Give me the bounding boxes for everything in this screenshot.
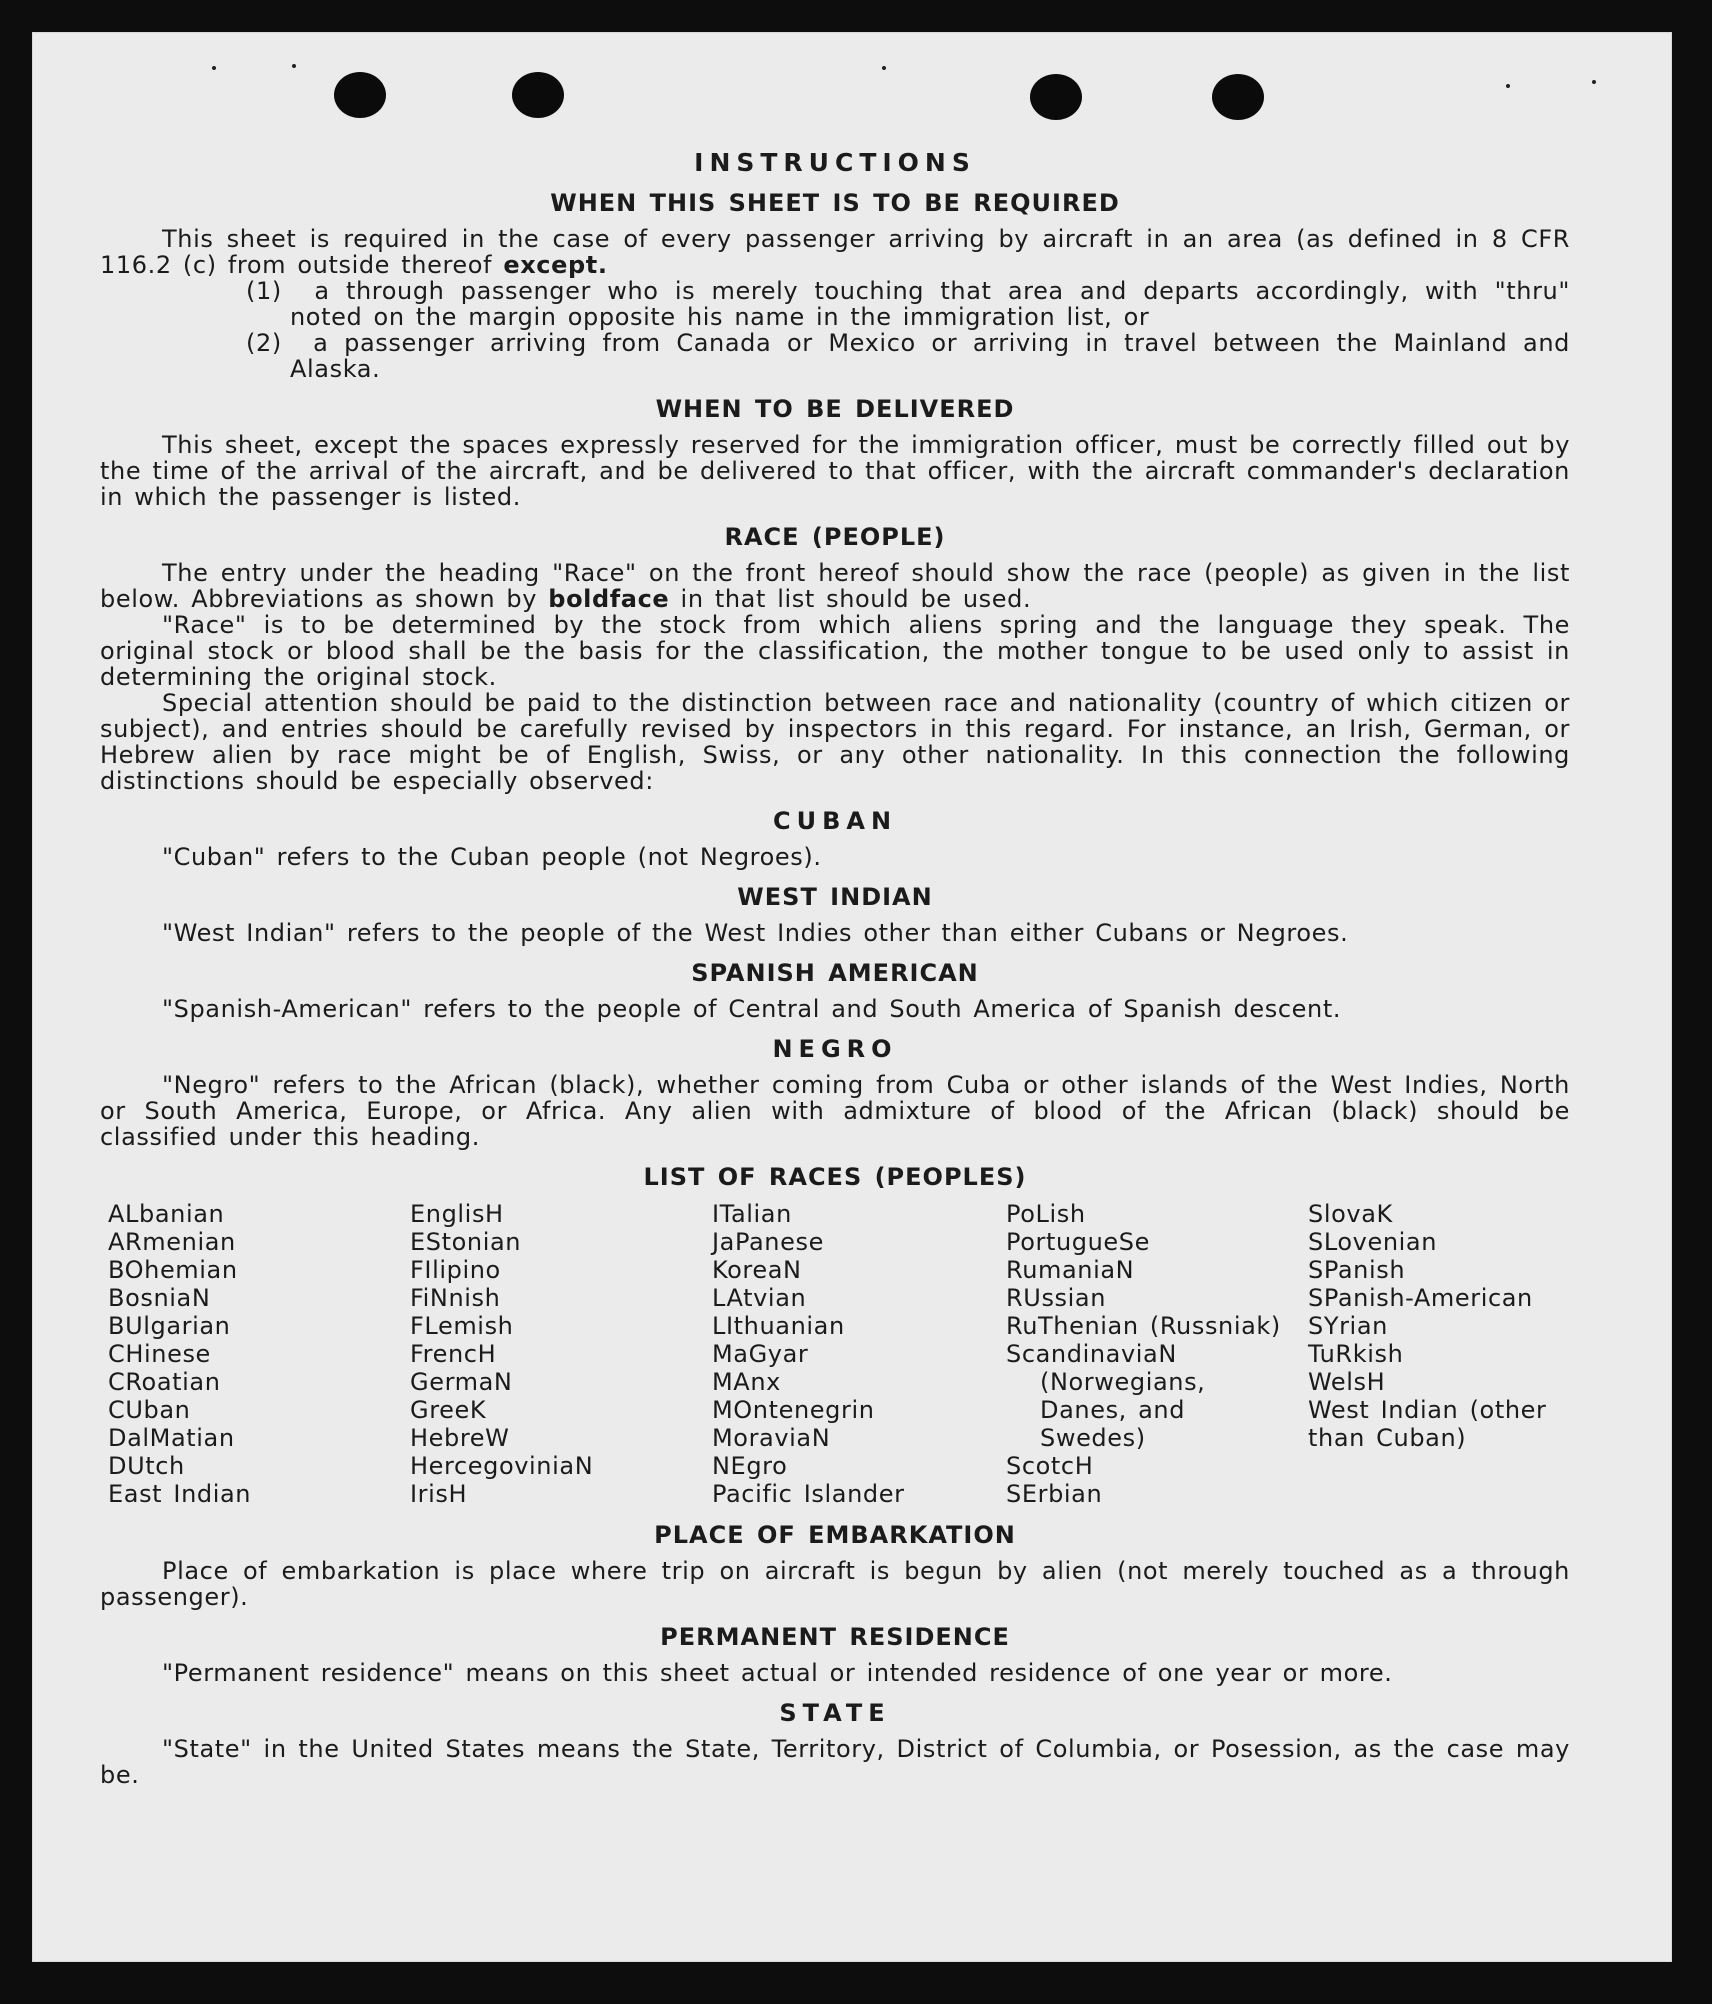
punch-hole: [1212, 74, 1264, 120]
heading-when-delivered: WHEN TO BE DELIVERED: [655, 395, 1015, 423]
heading-list-of-races: LIST OF RACES (PEOPLES): [643, 1163, 1027, 1191]
race-item: ARmenian: [108, 1228, 236, 1256]
race-item: LAtvian: [712, 1284, 807, 1312]
races-list: [108, 1200, 1570, 1508]
race-item: SPanish: [1308, 1256, 1406, 1284]
required-item-1: (1) a through passenger who is merely touching that area and departs accordingly, with "thru" noted on the margin opposite his name in the immigration list, or: [246, 277, 1570, 331]
race-item: BOhemian: [108, 1256, 238, 1284]
races-column-1: [108, 1200, 410, 1508]
required-intro: This sheet is required in the case of every passenger arriving by aircraft in an area (as defined in 8 CFR 116.2 (c) from outside thereof except.: [100, 225, 1570, 279]
race-item: NEgro: [712, 1452, 788, 1480]
race-item: FiNnish: [410, 1284, 501, 1312]
race-item: PortugueSe: [1006, 1228, 1150, 1256]
embarkation-text: Place of embarkation is place where trip on aircraft is begun by alien (not merely touched as a through passenger).: [100, 1557, 1570, 1611]
heading-permanent-residence: PERMANENT RESIDENCE: [660, 1623, 1010, 1651]
page-title: INSTRUCTIONS: [694, 148, 976, 177]
race-item: ScandinaviaN: [1006, 1340, 1177, 1368]
race-paragraph-1: The entry under the heading "Race" on the front hereof should show the race (people) as given in the list below. Abbreviations as shown by boldface in that list should be used.: [100, 559, 1570, 613]
races-column-4: [1006, 1200, 1308, 1508]
race-item: DUtch: [108, 1452, 185, 1480]
race-item: PoLish: [1006, 1200, 1086, 1228]
heading-west-indian: WEST INDIAN: [737, 883, 933, 911]
race-item: GermaN: [410, 1368, 513, 1396]
race-item: WelsH: [1308, 1368, 1386, 1396]
race-item: LIthuanian: [712, 1312, 845, 1340]
punch-hole: [512, 72, 564, 118]
race-item: BosniaN: [108, 1284, 211, 1312]
speck: [882, 66, 886, 70]
speck: [292, 64, 296, 68]
heading-state: STATE: [779, 1699, 891, 1727]
race-item: East Indian: [108, 1480, 252, 1508]
race-item: DalMatian: [108, 1424, 235, 1452]
race-item: RumaniaN: [1006, 1256, 1135, 1284]
race-item: IrisH: [410, 1480, 468, 1508]
punch-hole: [1030, 74, 1082, 120]
race-item: EnglisH: [410, 1200, 504, 1228]
race-item: Danes, and: [1040, 1396, 1186, 1424]
speck: [1592, 80, 1596, 84]
negro-text: "Negro" refers to the African (black), whether coming from Cuba or other islands of the West Indies, North or South America, Europe, or Africa. Any alien with admixture of blood of the African (black) should be classified under this heading.: [100, 1071, 1570, 1151]
heading-embarkation: PLACE OF EMBARKATION: [654, 1521, 1016, 1549]
race-item: Pacific Islander: [712, 1480, 905, 1508]
race-item: FIlipino: [410, 1256, 501, 1284]
race-item: SPanish-American: [1308, 1284, 1533, 1312]
race-item: ITalian: [712, 1200, 792, 1228]
race-item: MOntenegrin: [712, 1396, 875, 1424]
heading-when-required: WHEN THIS SHEET IS TO BE REQUIRED: [550, 189, 1120, 217]
race-item: SYrian: [1308, 1312, 1388, 1340]
race-item: CRoatian: [108, 1368, 221, 1396]
race-item: EStonian: [410, 1228, 522, 1256]
race-item: West Indian (other than Cuban): [1308, 1396, 1547, 1452]
punch-hole: [334, 72, 386, 118]
spanish-american-text: "Spanish-American" refers to the people of Central and South America of Spanish descent.: [162, 995, 1342, 1023]
race-item: JaPanese: [712, 1228, 824, 1256]
race-item: MoraviaN: [712, 1424, 831, 1452]
race-paragraph-3: Special attention should be paid to the distinction between race and nationality (country of which citizen or subject), and entries should be carefully revised by inspectors in this regard. For instance, an Irish, German, or Hebrew alien by race might be of English, Swiss, or any other nationality. In this connection the following distinctions should be especially observed:: [100, 689, 1570, 795]
race-item: FrencH: [410, 1340, 497, 1368]
race-item: ALbanian: [108, 1200, 225, 1228]
residence-text: "Permanent residence" means on this sheet actual or intended residence of one year or more.: [162, 1659, 1393, 1687]
race-item: BUlgarian: [108, 1312, 231, 1340]
heading-race: RACE (PEOPLE): [724, 523, 946, 551]
race-item: (Norwegians,: [1040, 1368, 1206, 1396]
instructions-text: [100, 150, 1570, 1788]
race-item: FLemish: [410, 1312, 514, 1340]
race-item: HercegoviniaN: [410, 1452, 594, 1480]
state-text: "State" in the United States means the State, Territory, District of Columbia, or Posession, as the case may be.: [100, 1735, 1570, 1789]
speck: [1506, 84, 1510, 88]
race-item: CUban: [108, 1396, 191, 1424]
race-item: KoreaN: [712, 1256, 802, 1284]
race-item: RUssian: [1006, 1284, 1107, 1312]
heading-spanish-american: SPANISH AMERICAN: [691, 959, 979, 987]
races-column-5: [1308, 1200, 1578, 1508]
race-item: SErbian: [1006, 1480, 1103, 1508]
race-item: Swedes): [1040, 1424, 1146, 1452]
required-item-2: (2) a passenger arriving from Canada or Mexico or arriving in travel between the Mainland and Alaska.: [246, 329, 1570, 383]
races-column-3: [712, 1200, 1006, 1508]
race-item: SLovenian: [1308, 1228, 1438, 1256]
race-item: MAnx: [712, 1368, 781, 1396]
race-item: SlovaK: [1308, 1200, 1393, 1228]
race-item: MaGyar: [712, 1340, 809, 1368]
delivered-text: This sheet, except the spaces expressly reserved for the immigration officer, must be correctly filled out by the time of the arrival of the aircraft, and be delivered to that officer, with the aircraft commander's declaration in which the passenger is listed.: [100, 431, 1570, 511]
heading-cuban: CUBAN: [772, 807, 898, 835]
race-item: TuRkish: [1308, 1340, 1404, 1368]
race-item: RuThenian (Russniak): [1006, 1312, 1281, 1340]
race-item: ScotcH: [1006, 1452, 1094, 1480]
race-paragraph-2: "Race" is to be determined by the stock from which aliens spring and the language they speak. The original stock or blood shall be the basis for the classification, the mother tongue to be used only to assist in determining the original stock.: [100, 611, 1570, 691]
race-item: CHinese: [108, 1340, 211, 1368]
west-indian-text: "West Indian" refers to the people of the West Indies other than either Cubans or Negroes.: [162, 919, 1349, 947]
race-item: HebreW: [410, 1424, 510, 1452]
speck: [212, 66, 216, 70]
races-column-2: [410, 1200, 712, 1508]
heading-negro: NEGRO: [772, 1035, 898, 1063]
race-item: GreeK: [410, 1396, 487, 1424]
cuban-text: "Cuban" refers to the Cuban people (not Negroes).: [162, 843, 822, 871]
